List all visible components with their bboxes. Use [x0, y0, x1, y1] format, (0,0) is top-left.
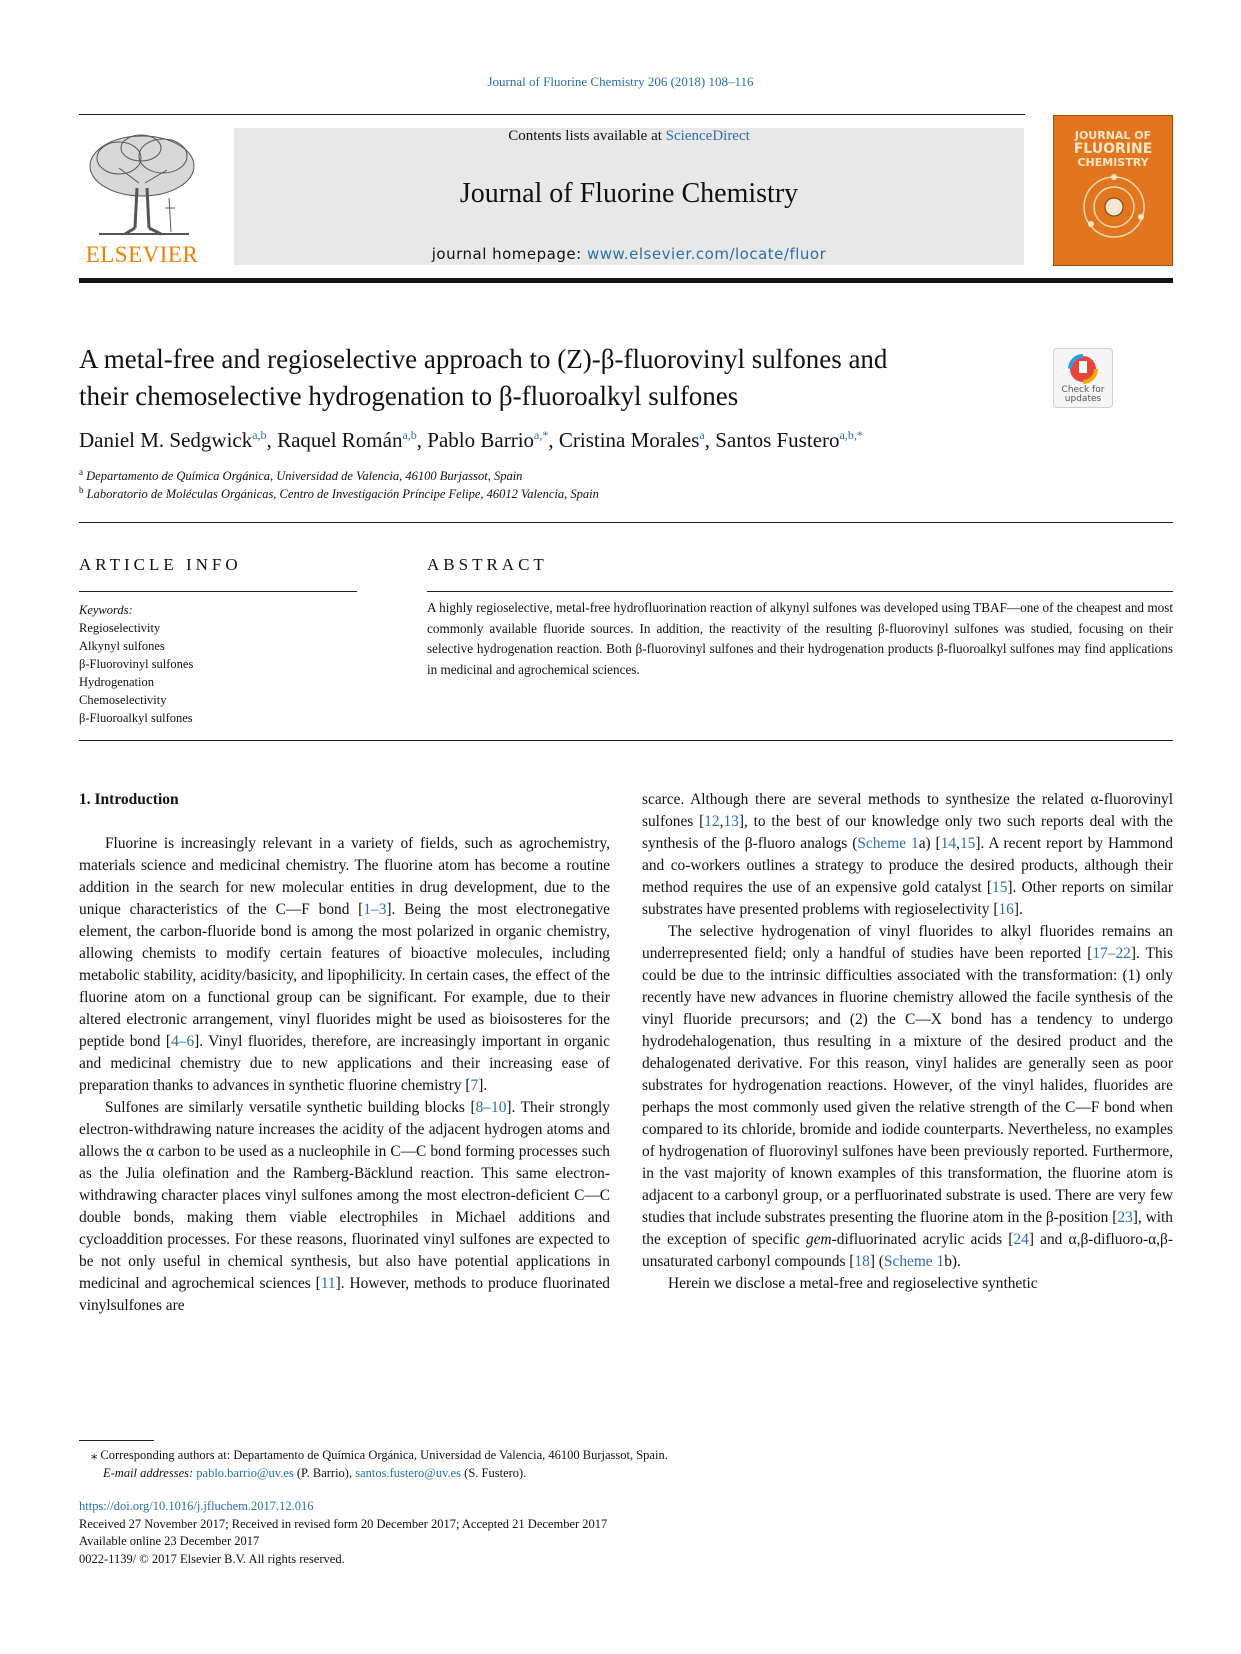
citation-link[interactable]: 7	[470, 1077, 479, 1094]
cover-title-line: FLUORINE	[1073, 141, 1153, 157]
paragraph-text: ]. A recent report by Hammond and co-workers outlines a strategy to produce the desired products, although their method requires the use of an expensive gold catalyst [	[642, 835, 1173, 896]
paragraph-text: ]. However, methods to produce fluorinated vinylsulfones are	[79, 1275, 610, 1314]
body-paragraph	[79, 1097, 610, 1317]
affiliation-text: Departamento de Química Orgánica, Universidad de Valencia, 46100 Burjassot, Spain	[86, 469, 523, 483]
contents-line	[234, 128, 1024, 145]
journal-masthead	[234, 128, 1024, 265]
author-affiliation-mark: a,b,*	[839, 428, 863, 442]
author-name: Pablo Barrio	[427, 428, 535, 452]
homepage-link[interactable]: www.elsevier.com/locate/fluor	[586, 245, 827, 263]
keyword: Chemoselectivity	[79, 693, 167, 707]
citation-link[interactable]: 17–22	[1092, 945, 1131, 962]
citation-link[interactable]: 18	[854, 1253, 870, 1270]
paragraph-text: ] and α,β-difluoro-α,β-unsaturated carbonyl compounds [	[642, 1231, 1173, 1270]
check-for-updates-button[interactable]	[1053, 348, 1113, 408]
doi-link[interactable]: https://doi.org/10.1016/j.jfluchem.2017.12.016	[79, 1499, 314, 1513]
article-title-line: their chemoselective hydrogenation to β-fluoroalkyl sulfones	[79, 381, 739, 411]
abstract-bottom-rule	[79, 740, 1173, 741]
email-link[interactable]: pablo.barrio@uv.es	[196, 1466, 294, 1480]
publication-info	[79, 1498, 979, 1568]
keyword: Regioselectivity	[79, 621, 161, 635]
header-rule	[79, 114, 1025, 115]
cover-title-line: JOURNAL OF	[1074, 129, 1152, 142]
paragraph-text: scarce. Although there are several methods to synthesize the related α-fluorovinyl sulfones [	[642, 791, 1173, 830]
section-heading-introduction: 1. Introduction	[79, 791, 179, 808]
affiliation	[79, 484, 599, 502]
article-info-heading: ARTICLE INFO	[79, 555, 242, 574]
citation-link[interactable]: Scheme 1	[883, 1253, 945, 1270]
paragraph-text: ,	[719, 813, 724, 830]
paragraph-text: ].	[1013, 901, 1023, 918]
author-name: Santos Fustero	[715, 428, 840, 452]
keywords-list	[79, 601, 193, 727]
affiliation	[79, 466, 523, 484]
paragraph-text: ], to the best of our knowledge only two such reports deal with the synthesis of the β-fluoro analogs (	[642, 813, 1173, 852]
author-affiliation-mark: a,b	[402, 428, 417, 442]
email-owner: (S. Fustero).	[461, 1466, 527, 1480]
keyword: β-Fluorovinyl sulfones	[79, 657, 194, 671]
paragraph-text: ]. Their strongly electron-withdrawing nature increases the acidity of the adjacent hydrogen atoms and allows the α carbon to be used as a nucleophile in C—C bond forming processes such as the Julia olefination and the Ramberg-Bäcklund reaction. This same electron-withdrawing character places vinyl sulfones among the most electron-deficient C—C double bonds, making them viable electrophiles in Michael additions and cycloaddition processes. For these reasons, fluorinated vinyl sulfones are expected to be not only useful in chemical synthesis, but also have potential applications in medicinal and agrochemical sciences [	[79, 1099, 610, 1292]
italic-text: gem	[806, 1231, 832, 1248]
body-paragraph	[642, 1273, 1173, 1295]
author[interactable]	[427, 428, 559, 452]
author-separator: ,	[266, 428, 278, 452]
online-date: Available online 23 December 2017	[79, 1534, 260, 1548]
citation-link[interactable]: 16	[998, 901, 1014, 918]
body-right-column	[642, 789, 1173, 1295]
paragraph-text: The selective hydrogenation of vinyl fluorides to alkyl fluorides remains an underrepresented field; only a handful of studies have been reported [	[642, 923, 1173, 962]
author-name: Daniel M. Sedgwick	[79, 428, 253, 452]
email-link[interactable]: santos.fustero@uv.es	[355, 1466, 462, 1480]
homepage-line	[234, 245, 1024, 263]
paragraph-text: a) [	[918, 835, 941, 852]
elsevier-wordmark: ELSEVIER	[85, 242, 199, 267]
author[interactable]	[277, 428, 427, 452]
citation-link[interactable]: 14	[940, 835, 957, 852]
paragraph-text: -difluorinated acrylic acids [	[831, 1231, 1014, 1248]
citation-link[interactable]: 15	[992, 879, 1008, 896]
affiliation-rule	[79, 522, 1173, 523]
paragraph-text: ]. This could be due to the intrinsic difficulties associated with the transformation: (1) only recently have new advances in fluorine chemistry allowed the facile synthesis of the vinyl fluoride precursors; and (2) the C—X bond has a tendency to undergo hydrodehalogenation, thus resulting in a mixture of the desired product and the dehalogenated derivative. For this reason, vinyl halides are generally seen as poor substrates for hydrogenation reactions. However, of the vinyl halides, fluorides are perhaps the most commonly used given the relative strength of the C—F bond when compared to its chloride, bromide and iodide counterparts. Nevertheless, no examples of hydrogenation of fluorovinyl sulfones have been previously reported. Furthermore, in the vast majority of known examples of this transformation, the fluorine atom is adjacent to a carbonyl group, or a perfluorinated substrate is used. There are very few studies that include substrates presenting the fluorine atom in the β-position [	[642, 945, 1173, 1226]
author-affiliation-mark: a	[699, 428, 705, 442]
journal-citation-link[interactable]: Journal of Fluorine Chemistry 206 (2018) 108–116	[487, 74, 754, 89]
author[interactable]	[559, 428, 715, 452]
masthead-rule	[79, 278, 1173, 283]
citation-link[interactable]: 15	[959, 835, 976, 852]
paragraph-text: Fluorine is increasingly relevant in a variety of fields, such as agrochemistry, materials science and medicinal chemistry. The fluorine atom has become a routine addition in the search for new molecular entities in drug development, due to the unique characteristics of the C—F bond [	[79, 835, 610, 918]
citation-link[interactable]: 13	[723, 813, 739, 830]
elsevier-tree-icon	[79, 128, 205, 240]
corresponding-authors-text: Corresponding authors at: Departamento de Química Orgánica, Universidad de Valencia, 46100 Burjassot, Spain.	[100, 1448, 668, 1462]
citation-link[interactable]: 12	[704, 813, 720, 830]
body-paragraph	[642, 921, 1173, 1273]
journal-cover-thumbnail[interactable]	[1053, 115, 1173, 266]
paragraph-text: ]. Being the most electronegative element, the carbon-fluoride bond is among the most polarized in organic chemistry, allowing chemists to modify certain features of bioactive molecules, including metabolic stability, acidity/basicity, and lipophilicity. In certain cases, the effect of the fluorine atom on a functional group can be significant. For example, due to their altered electronic arrangement, vinyl fluorides might be used as bioisosteres for the peptide bond [	[79, 901, 610, 1050]
author-name: Raquel Román	[277, 428, 403, 452]
footnote-rule	[79, 1440, 154, 1441]
author[interactable]	[715, 428, 863, 452]
author[interactable]	[79, 428, 277, 452]
paragraph-text: b).	[944, 1253, 961, 1270]
corresponding-author-footnote	[79, 1446, 979, 1482]
homepage-prefix: journal homepage:	[431, 245, 587, 263]
keyword: β-Fluoroalkyl sulfones	[79, 711, 193, 725]
affiliation-text: Laboratorio de Moléculas Orgánicas, Centro de Investigación Príncipe Felipe, 46012 Valencia, Spain	[86, 487, 599, 501]
paragraph-text: ]. Other reports on similar substrates have presented problems with regioselectivity [	[642, 879, 1173, 918]
body-paragraph	[79, 833, 610, 1097]
keywords-label: Keywords:	[79, 603, 133, 617]
footnote-mark: ⁎	[91, 1448, 98, 1462]
abstract-body: A highly regioselective, metal-free hydrofluorination reaction of alkynyl sulfones was developed using TBAF—one of the cheapest and most commonly available fluoride sources. In addition, the reactivity of the resulting β-fluorovinyl sulfones was studied, focusing on their selective hydrogenation reaction. Both β-fluorovinyl sulfones and their hydrogenation products β-fluoroalkyl sulfones may find applications in medicinal and agrochemical sciences.	[427, 600, 1173, 677]
citation-link[interactable]: Scheme 1	[857, 835, 919, 852]
received-dates: Received 27 November 2017; Received in revised form 20 December 2017; Accepted 21 December 2017	[79, 1516, 608, 1531]
author-list	[79, 428, 1079, 453]
sciencedirect-link[interactable]: ScienceDirect	[665, 128, 750, 144]
body-paragraph	[642, 789, 1173, 921]
email-label: E-mail addresses:	[103, 1466, 194, 1480]
paragraph-text: ] (	[869, 1253, 884, 1270]
keyword: Alkynyl sulfones	[79, 639, 165, 653]
author-separator: ,	[416, 428, 428, 452]
abstract-heading: ABSTRACT	[427, 555, 548, 574]
author-affiliation-mark: a,b	[252, 428, 267, 442]
contents-prefix: Contents lists available at	[508, 128, 666, 144]
article-title	[79, 341, 1059, 415]
affiliation-mark: a	[79, 466, 83, 477]
cover-title	[1054, 130, 1172, 169]
author-affiliation-mark: a,*	[534, 428, 549, 442]
copyright-notice: 0022-1139/ © 2017 Elsevier B.V. All rights reserved.	[79, 1551, 345, 1566]
paragraph-text: ], with the exception of specific	[642, 1209, 1173, 1248]
body-left-column	[79, 789, 610, 1317]
journal-title: Journal of Fluorine Chemistry	[459, 178, 799, 209]
keyword: Hydrogenation	[79, 675, 154, 689]
atom-icon	[1079, 172, 1149, 242]
abstract-rule	[427, 591, 1173, 592]
author-separator: ,	[704, 428, 716, 452]
citation-link[interactable]: 4–6	[171, 1033, 195, 1050]
article-info-rule	[79, 591, 357, 592]
citation-link[interactable]: 23	[1117, 1209, 1133, 1226]
citation-link[interactable]: 1–3	[363, 901, 387, 918]
paragraph-text: Herein we disclose a metal-free and regioselective synthetic	[668, 1275, 1038, 1292]
author-separator: ,	[548, 428, 559, 452]
check-updates-label: Check for updates	[1061, 385, 1105, 404]
email-owner: (P. Barrio),	[293, 1466, 356, 1480]
citation-link[interactable]: 24	[1013, 1231, 1029, 1248]
citation-link[interactable]: 11	[320, 1275, 336, 1292]
paragraph-text: ].	[478, 1077, 488, 1094]
article-title-line: A metal-free and regioselective approach to (Z)-β-fluorovinyl sulfones and	[79, 344, 888, 374]
citation-link[interactable]: 8–10	[475, 1099, 507, 1116]
paragraph-text: ]. Vinyl fluorides, therefore, are increasingly important in organic and medicinal chemistry due to new applications and their increasing ease of preparation thanks to advances in synthetic fluorine chemistry [	[79, 1033, 610, 1094]
author-name: Cristina Morales	[558, 428, 700, 452]
crossmark-icon	[1054, 349, 1112, 389]
paragraph-text: Sulfones are similarly versatile synthetic building blocks [	[105, 1099, 476, 1116]
paragraph-text: ,	[956, 835, 960, 852]
elsevier-logo[interactable]	[79, 128, 205, 268]
affiliation-mark: b	[79, 484, 84, 495]
cover-title-line: CHEMISTRY	[1077, 156, 1149, 169]
